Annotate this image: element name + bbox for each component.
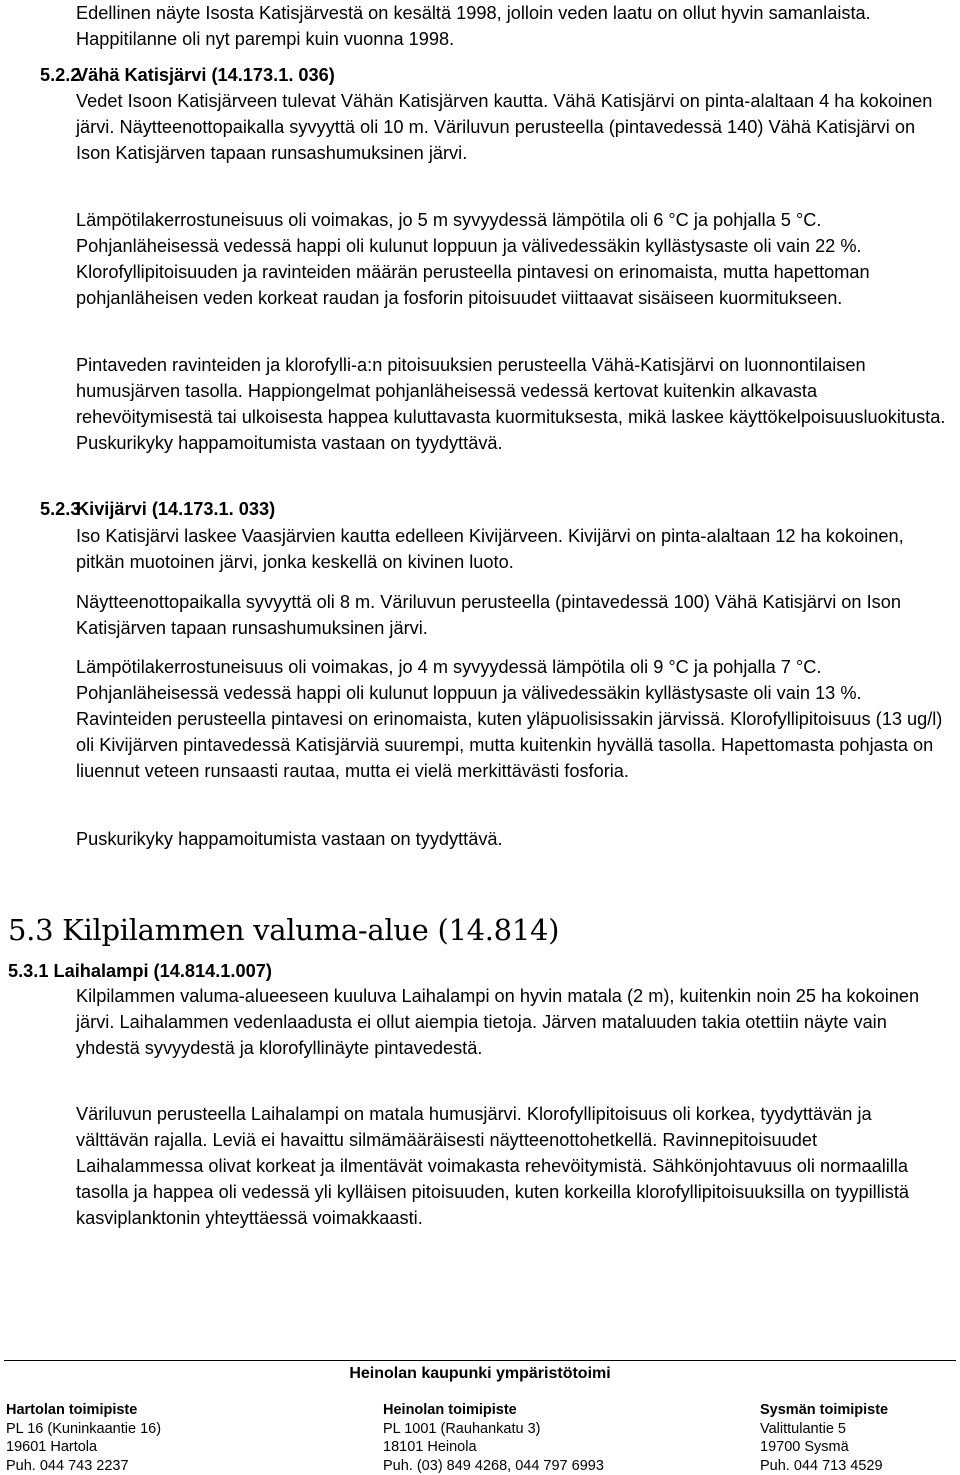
office-address: PL 1001 (Rauhankatu 3) xyxy=(383,1420,604,1439)
office-phone: Puh. 044 743 2237 xyxy=(6,1457,161,1475)
kivi-paragraph-3: Lämpötilakerrostuneisuus oli voimakas, jo 4 m syvyydessä lämpötila oli 9 °C ja pohjalla 7 °C. Pohjanläheisessä vedessä happi oli kulunut loppuun ja välivedessäkin kyllästysaste oli vain 13 %. Ravinteiden perusteella pintavesi on erinomaista, kuten yläpuolisissakin järvissä. Klorofyllipitoisuus (13 ug/l) oli Kivijärven pintavedessä Katisjärviä suurempi, mutta kuitenkin hyvällä tasolla. Hapettomasta pohjasta on liuennut veteen runsaasti rautaa, mutta ei vielä merkittävästi fosforia. xyxy=(76,654,946,784)
office-postal: 19601 Hartola xyxy=(6,1438,161,1457)
section-heading-kilpilampi: 5.3 Kilpilammen valuma-alue (14.814) xyxy=(8,912,559,948)
section-number: 5.2.3 xyxy=(40,496,76,522)
footer-office-hartola xyxy=(6,1401,161,1475)
kivi-paragraph-1: Iso Katisjärvi laskee Vaasjärvien kautta edelleen Kivijärveen. Kivijärvi on pinta-alaltaan 12 ha kokoinen, pitkän muotoinen järvi, jonka keskellä on kivinen luoto. xyxy=(76,523,946,575)
footer-office-heinola xyxy=(383,1401,604,1475)
office-name: Sysmän toimipiste xyxy=(760,1401,888,1420)
kivi-paragraph-2: Näytteenottopaikalla syvyyttä oli 8 m. Väriluvun perusteella (pintavedessä 100) Vähä Katisjärvi on Ison Katisjärven tapaan runsashumuksinen järvi. xyxy=(76,589,946,641)
kivi-paragraph-4: Puskurikyky happamoitumista vastaan on tyydyttävä. xyxy=(76,826,946,852)
laiha-paragraph-1: Kilpilammen valuma-alueeseen kuuluva Laihalampi on hyvin matala (2 m), kuitenkin noin 25 ha kokoinen järvi. Laihalammen vedenlaadusta ei ollut aiempia tietoja. Järven mataluuden takia otettiin näyte vain yhdestä syvyydestä ja klorofyllinäyte pintavedestä. xyxy=(76,983,946,1061)
vaha-paragraph-2: Lämpötilakerrostuneisuus oli voimakas, jo 5 m syvyydessä lämpötila oli 6 °C ja pohjalla 5 °C. Pohjanläheisessä vedessä happi oli kulunut loppuun ja välivedessäkin kyllästysaste oli vain 22 %. Klorofyllipitoisuuden ja ravinteiden määrän perusteella pintavesi on erinomaista, mutta hapettoman pohjanläheisen veden korkeat raudan ja fosforin pitoisuudet viittaavat sisäiseen kuormitukseen. xyxy=(76,207,946,311)
vaha-paragraph-3: Pintaveden ravinteiden ja klorofylli-a:n pitoisuuksien perusteella Vähä-Katisjärvi on luonnontilaisen humusjärven tasolla. Happiongelmat pohjanläheisessä vedessä kertovat kuitenkin alkavasta rehevöitymisestä tai ulkoisesta happea kuluttavasta kuormituksesta, mikä laskee käyttökelpoisuusluokitusta. Puskurikyky happamoitumista vastaan on tyydyttävä. xyxy=(76,352,946,456)
footer-title: Heinolan kaupunki ympäristötoimi xyxy=(0,1364,960,1384)
office-postal: 19700 Sysmä xyxy=(760,1438,888,1457)
footer-office-sysma xyxy=(760,1401,888,1475)
section-number: 5.2.2 xyxy=(40,62,76,88)
laiha-paragraph-2: Väriluvun perusteella Laihalampi on matala humusjärvi. Klorofyllipitoisuus oli korkea, tyydyttävän ja välttävän rajalla. Leviä ei havaittu silmämääräisesti näytteenottohetkellä. Ravinnepitoisuudet Laihalammessa olivat korkeat ja ilmentävät voimakasta rehevöitymistä. Sähkönjohtavuus oli normaalilla tasolla ja happea oli vedessä yli kylläisen pitoisuuden, kuten korkeilla klorofyllipitoisuuksilla on tyypillistä kasviplanktonin yhteyttäessä voimakkaasti. xyxy=(76,1101,946,1231)
office-name: Hartolan toimipiste xyxy=(6,1401,161,1420)
office-name: Heinolan toimipiste xyxy=(383,1401,604,1420)
section-heading-kivijarvi xyxy=(40,496,920,522)
office-postal: 18101 Heinola xyxy=(383,1438,604,1457)
office-phone: Puh. 044 713 4529 xyxy=(760,1457,888,1475)
office-phone: Puh. (03) 849 4268, 044 797 6993 xyxy=(383,1457,604,1475)
section-heading-laihalampi: 5.3.1 Laihalampi (14.814.1.007) xyxy=(8,958,272,984)
section-heading-vaha-katisjarvi xyxy=(40,62,920,88)
footer-divider xyxy=(4,1360,956,1361)
intro-paragraph: Edellinen näyte Isosta Katisjärvestä on kesältä 1998, jolloin veden laatu on ollut hyvin samanlaista. Happitilanne oli nyt parempi kuin vuonna 1998. xyxy=(76,0,946,52)
section-title: Kivijärvi (14.173.1. 033) xyxy=(76,499,275,519)
vaha-paragraph-1: Vedet Isoon Katisjärveen tulevat Vähän Katisjärven kautta. Vähä Katisjärvi on pinta-alaltaan 4 ha kokoinen järvi. Näytteenottopaikalla syvyyttä oli 10 m. Väriluvun perusteella (pintavedessä 140) Vähä Katisjärvi on Ison Katisjärven tapaan runsashumuksinen järvi. xyxy=(76,88,946,166)
office-address: Valittulantie 5 xyxy=(760,1420,888,1439)
section-title: Vähä Katisjärvi (14.173.1. 036) xyxy=(76,65,335,85)
office-address: PL 16 (Kuninkaantie 16) xyxy=(6,1420,161,1439)
